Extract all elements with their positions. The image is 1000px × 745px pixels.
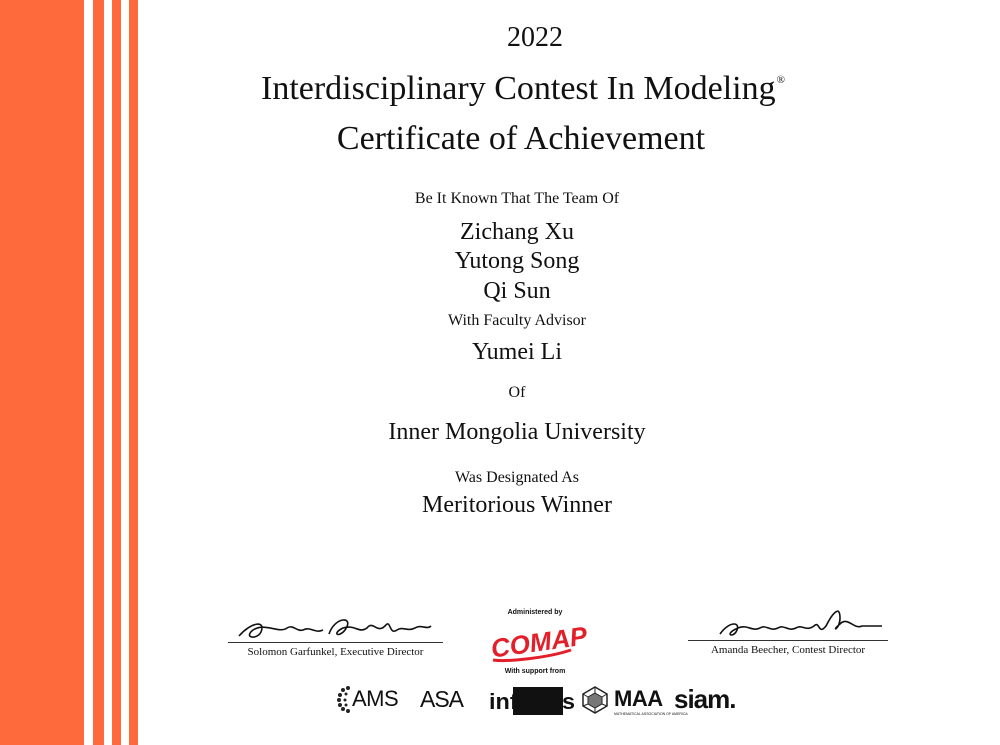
maa-logo-text: MAA xyxy=(614,686,663,711)
border-stripe xyxy=(129,0,138,745)
registered-mark: ® xyxy=(776,74,785,86)
border-stripe xyxy=(112,0,121,745)
border-stripe xyxy=(0,0,84,745)
maa-polyhedron-icon xyxy=(580,685,610,715)
maa-logo-subtitle: MATHEMATICAL ASSOCIATION OF AMERICA xyxy=(614,712,688,716)
team-member: Zichang Xu xyxy=(460,219,574,245)
ams-logo xyxy=(336,684,416,716)
comap-logo-icon xyxy=(487,620,590,666)
award-designation: Meritorious Winner xyxy=(422,492,612,518)
certificate-year: 2022 xyxy=(507,22,563,53)
signature-line xyxy=(228,642,443,643)
executive-director-signature xyxy=(228,612,443,658)
border-stripe xyxy=(93,0,104,745)
contest-director-name: Amanda Beecher, Contest Director xyxy=(710,644,866,656)
comap-logo-text: COMAP xyxy=(489,620,590,664)
support-label: With support from xyxy=(504,668,566,675)
signature-line xyxy=(688,640,888,641)
intro-text: Be It Known That The Team Of xyxy=(414,190,620,207)
contest-director-signature xyxy=(688,600,888,656)
advisor-label: With Faculty Advisor xyxy=(447,312,586,329)
institution-name: Inner Mongolia University xyxy=(388,419,646,445)
asa-logo: ASA xyxy=(420,686,464,712)
team-member: Yutong Song xyxy=(454,248,580,274)
decorative-border xyxy=(0,0,140,745)
contest-name-text: Interdisciplinary Contest In Modeling xyxy=(261,70,776,107)
of-label: Of xyxy=(508,384,526,401)
certificate-title: Certificate of Achievement xyxy=(336,120,706,157)
siam-logo: siam. xyxy=(674,684,736,714)
contest-name xyxy=(128,70,918,108)
signature-scribble-icon xyxy=(231,612,441,642)
maa-logo xyxy=(580,685,688,717)
administered-by-label: Administered by xyxy=(507,609,563,616)
designation-label: Was Designated As xyxy=(454,469,580,486)
ams-logo-text: AMS xyxy=(352,686,399,711)
informs-logo-text: informs xyxy=(489,689,575,714)
advisor-name: Yumei Li xyxy=(472,339,562,365)
signature-scribble-icon xyxy=(690,600,886,640)
team-member: Qi Sun xyxy=(483,278,551,304)
executive-director-name: Solomon Garfunkel, Executive Director xyxy=(247,646,424,658)
informs-logo-icon xyxy=(487,685,579,717)
